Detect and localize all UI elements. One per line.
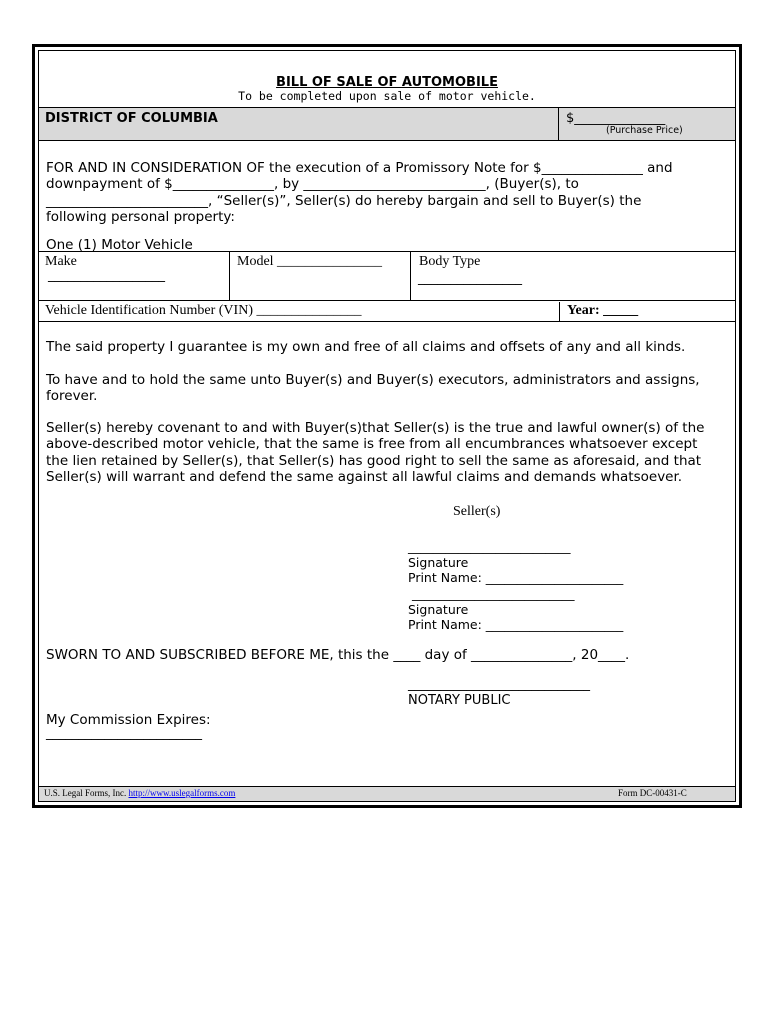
form-title: BILL OF SALE OF AUTOMOBILE xyxy=(276,75,498,90)
year-field[interactable]: Year: _____ xyxy=(567,303,639,318)
footer-company-name: U.S. Legal Forms, Inc. xyxy=(44,788,127,798)
seller-signature-block-2 xyxy=(408,586,623,633)
form-subtitle: To be completed upon sale of motor vehicle. xyxy=(238,89,536,103)
covenant-line: Seller(s) will warrant and defend the same against all lawful claims and demands whatsoever. xyxy=(46,469,683,486)
signature-line[interactable]: __________________________ xyxy=(412,586,575,601)
body-type-field[interactable]: ________________ xyxy=(418,271,522,286)
print-name-field[interactable]: Print Name: ______________________ xyxy=(408,570,624,585)
signature-line[interactable]: __________________________ xyxy=(408,539,571,554)
covenant-paragraph xyxy=(46,420,704,486)
consideration-line: FOR AND IN CONSIDERATION OF the execution of a Promissory Note for $_______________ and xyxy=(46,160,673,176)
covenant-line: the lien retained by Seller(s), that Seller(s) has good right to sell the same as aforesaid, and that xyxy=(46,452,702,469)
consideration-line: downpayment of $_______________, by ___________________________, (Buyer(s), to xyxy=(46,176,579,193)
model-cell xyxy=(229,252,410,300)
footer-website-link[interactable]: http://www.uslegalforms.com xyxy=(128,788,236,798)
model-field[interactable]: Model _______________ xyxy=(237,254,383,269)
district-header-bar xyxy=(39,107,735,141)
consideration-line: ________________________, “Seller(s)”, Seller(s) do hereby bargain and sell to Buyer(s) the xyxy=(46,192,642,209)
print-name-field[interactable]: Print Name: ______________________ xyxy=(408,617,624,632)
covenant-line: above-described motor vehicle, that the same is free from all encumbrances whatsoever except xyxy=(46,436,698,453)
footer-form-id: Form DC-00431-C xyxy=(618,788,687,798)
vin-field[interactable]: Vehicle Identification Number (VIN) _______________ xyxy=(45,303,362,318)
to-have-line: To have and to hold the same unto Buyer(s) and Buyer(s) executors, administrators and assigns, xyxy=(46,372,700,388)
make-field[interactable]: __________________ xyxy=(48,268,165,283)
purchase-price-field[interactable]: $______________ xyxy=(566,111,666,126)
seller-signature-block-1 xyxy=(408,539,623,586)
form-outer-border xyxy=(32,44,742,808)
vin-divider xyxy=(559,302,560,321)
signature-label: Signature xyxy=(408,554,469,570)
covenant-line: Seller(s) hereby covenant to and with Buyer(s)that Seller(s) is the true and lawful owner(s) of the xyxy=(46,420,705,436)
district-name: DISTRICT OF COLUMBIA xyxy=(45,111,218,126)
body-type-label: Body Type xyxy=(419,254,481,269)
consideration-line: following personal property: xyxy=(46,209,235,226)
commission-expires-label: My Commission Expires: xyxy=(46,712,211,728)
signature-label: Signature xyxy=(408,601,469,617)
consideration-paragraph xyxy=(46,160,673,226)
purchase-price-box xyxy=(558,108,735,140)
to-have-paragraph xyxy=(46,372,700,405)
make-cell xyxy=(39,252,229,300)
footer-company xyxy=(44,788,235,798)
purchase-price-label: (Purchase Price) xyxy=(606,125,683,136)
to-have-line: forever. xyxy=(46,388,98,405)
notary-block xyxy=(408,677,590,709)
sellers-heading: Seller(s) xyxy=(453,504,501,519)
vehicle-heading: One (1) Motor Vehicle xyxy=(46,237,193,253)
form-inner-border xyxy=(38,50,736,802)
guarantee-paragraph: The said property I guarantee is my own and free of all claims and offsets of any and all kinds. xyxy=(46,339,686,355)
body-type-cell xyxy=(410,252,735,300)
make-label: Make xyxy=(45,254,77,269)
vin-row xyxy=(39,302,735,322)
sworn-statement: SWORN TO AND SUBSCRIBED BEFORE ME, this the ____ day of _______________, 20____. xyxy=(46,647,630,663)
footer-bar xyxy=(39,786,735,801)
commission-expires-field[interactable]: ________________________ xyxy=(46,726,202,741)
notary-signature-line[interactable]: ____________________________ xyxy=(408,677,590,692)
vehicle-details-table xyxy=(39,251,735,301)
notary-label: NOTARY PUBLIC xyxy=(408,693,511,708)
